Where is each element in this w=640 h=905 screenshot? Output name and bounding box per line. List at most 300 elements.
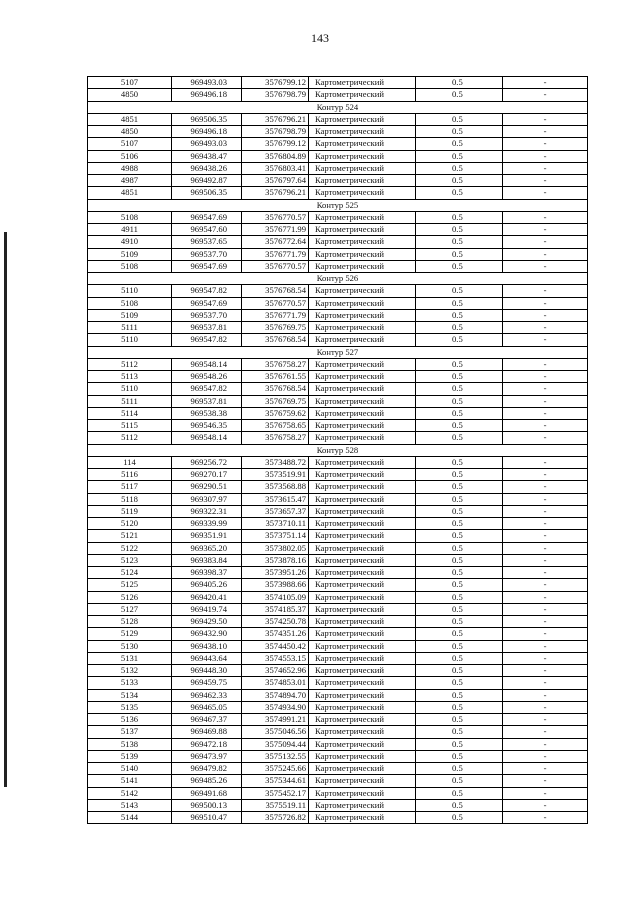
x-coordinate-cell: 969438.47: [172, 150, 242, 162]
y-coordinate-cell: 3574853.01: [242, 677, 309, 689]
accuracy-cell: 0.5: [416, 211, 503, 223]
table-row: [88, 456, 588, 468]
accuracy-cell: 0.5: [416, 138, 503, 150]
y-coordinate-cell: 3576768.54: [242, 383, 309, 395]
table-row: [88, 297, 588, 309]
description-cell: -: [503, 383, 588, 395]
x-coordinate-cell: 969448.30: [172, 665, 242, 677]
table-row: [88, 432, 588, 444]
accuracy-cell: 0.5: [416, 162, 503, 174]
method-cell: Картометрический: [309, 738, 416, 750]
accuracy-cell: 0.5: [416, 640, 503, 652]
accuracy-cell: 0.5: [416, 750, 503, 762]
method-cell: Картометрический: [309, 248, 416, 260]
point-number-cell: 5118: [88, 493, 172, 505]
y-coordinate-cell: 3573657.37: [242, 505, 309, 517]
accuracy-cell: 0.5: [416, 224, 503, 236]
x-coordinate-cell: 969290.51: [172, 481, 242, 493]
table-row: [88, 162, 588, 174]
x-coordinate-cell: 969537.70: [172, 309, 242, 321]
method-cell: Картометрический: [309, 138, 416, 150]
accuracy-cell: 0.5: [416, 126, 503, 138]
contour-label: Контур 527: [88, 346, 588, 358]
accuracy-cell: 0.5: [416, 567, 503, 579]
point-number-cell: 4988: [88, 162, 172, 174]
description-cell: -: [503, 371, 588, 383]
x-coordinate-cell: 969270.17: [172, 469, 242, 481]
y-coordinate-cell: 3576770.57: [242, 260, 309, 272]
table-row: [88, 481, 588, 493]
table-row: [88, 505, 588, 517]
table-row: [88, 603, 588, 615]
point-number-cell: 114: [88, 456, 172, 468]
method-cell: Картометрический: [309, 456, 416, 468]
y-coordinate-cell: 3574351.26: [242, 628, 309, 640]
x-coordinate-cell: 969493.03: [172, 77, 242, 89]
description-cell: -: [503, 603, 588, 615]
table-row: [88, 493, 588, 505]
method-cell: Картометрический: [309, 701, 416, 713]
y-coordinate-cell: 3576769.75: [242, 322, 309, 334]
method-cell: Картометрический: [309, 518, 416, 530]
description-cell: -: [503, 407, 588, 419]
accuracy-cell: 0.5: [416, 726, 503, 738]
point-number-cell: 5136: [88, 714, 172, 726]
accuracy-cell: 0.5: [416, 407, 503, 419]
accuracy-cell: 0.5: [416, 236, 503, 248]
x-coordinate-cell: 969547.82: [172, 383, 242, 395]
description-cell: -: [503, 567, 588, 579]
method-cell: Картометрический: [309, 812, 416, 824]
x-coordinate-cell: 969365.20: [172, 542, 242, 554]
description-cell: -: [503, 505, 588, 517]
description-cell: -: [503, 775, 588, 787]
description-cell: -: [503, 211, 588, 223]
accuracy-cell: 0.5: [416, 395, 503, 407]
description-cell: -: [503, 616, 588, 628]
x-coordinate-cell: 969493.03: [172, 138, 242, 150]
point-number-cell: 5110: [88, 285, 172, 297]
accuracy-cell: 0.5: [416, 309, 503, 321]
point-number-cell: 5134: [88, 689, 172, 701]
accuracy-cell: 0.5: [416, 481, 503, 493]
table-row: [88, 640, 588, 652]
accuracy-cell: 0.5: [416, 579, 503, 591]
table-row: [88, 175, 588, 187]
table-row: [88, 309, 588, 321]
table-row: [88, 665, 588, 677]
point-number-cell: 5111: [88, 322, 172, 334]
point-number-cell: 5129: [88, 628, 172, 640]
description-cell: -: [503, 162, 588, 174]
table-row: [88, 579, 588, 591]
y-coordinate-cell: 3574185.37: [242, 603, 309, 615]
accuracy-cell: 0.5: [416, 89, 503, 101]
table-row: [88, 628, 588, 640]
x-coordinate-cell: 969491.68: [172, 787, 242, 799]
x-coordinate-cell: 969492.87: [172, 175, 242, 187]
point-number-cell: 5112: [88, 432, 172, 444]
y-coordinate-cell: 3576798.79: [242, 126, 309, 138]
y-coordinate-cell: 3576770.57: [242, 297, 309, 309]
accuracy-cell: 0.5: [416, 285, 503, 297]
x-coordinate-cell: 969537.70: [172, 248, 242, 260]
y-coordinate-cell: 3576761.55: [242, 371, 309, 383]
description-cell: -: [503, 285, 588, 297]
accuracy-cell: 0.5: [416, 665, 503, 677]
accuracy-cell: 0.5: [416, 616, 503, 628]
y-coordinate-cell: 3575046.56: [242, 726, 309, 738]
x-coordinate-cell: 969472.18: [172, 738, 242, 750]
x-coordinate-cell: 969496.18: [172, 89, 242, 101]
description-cell: -: [503, 738, 588, 750]
x-coordinate-cell: 969473.97: [172, 750, 242, 762]
method-cell: Картометрический: [309, 787, 416, 799]
accuracy-cell: 0.5: [416, 248, 503, 260]
method-cell: Картометрический: [309, 224, 416, 236]
point-number-cell: 5115: [88, 420, 172, 432]
point-number-cell: 5109: [88, 248, 172, 260]
y-coordinate-cell: 3575452.17: [242, 787, 309, 799]
table-row: [88, 322, 588, 334]
y-coordinate-cell: 3573488.72: [242, 456, 309, 468]
y-coordinate-cell: 3574105.09: [242, 591, 309, 603]
x-coordinate-cell: 969538.38: [172, 407, 242, 419]
accuracy-cell: 0.5: [416, 113, 503, 125]
point-number-cell: 5127: [88, 603, 172, 615]
description-cell: -: [503, 579, 588, 591]
method-cell: Картометрический: [309, 89, 416, 101]
method-cell: Картометрический: [309, 554, 416, 566]
table-row: [88, 763, 588, 775]
point-number-cell: 5107: [88, 77, 172, 89]
point-number-cell: 5111: [88, 395, 172, 407]
x-coordinate-cell: 969548.14: [172, 432, 242, 444]
table-row: [88, 187, 588, 199]
table-row: [88, 787, 588, 799]
description-cell: -: [503, 297, 588, 309]
point-number-cell: 5110: [88, 334, 172, 346]
y-coordinate-cell: 3576803.41: [242, 162, 309, 174]
y-coordinate-cell: 3573615.47: [242, 493, 309, 505]
y-coordinate-cell: 3575726.82: [242, 812, 309, 824]
description-cell: -: [503, 260, 588, 272]
x-coordinate-cell: 969548.14: [172, 358, 242, 370]
method-cell: Картометрический: [309, 334, 416, 346]
description-cell: -: [503, 701, 588, 713]
x-coordinate-cell: 969547.69: [172, 260, 242, 272]
method-cell: Картометрический: [309, 579, 416, 591]
description-cell: -: [503, 224, 588, 236]
contour-header-row: [88, 199, 588, 211]
table-row: [88, 567, 588, 579]
accuracy-cell: 0.5: [416, 187, 503, 199]
point-number-cell: 5135: [88, 701, 172, 713]
contour-header-row: [88, 346, 588, 358]
accuracy-cell: 0.5: [416, 493, 503, 505]
table-row: [88, 334, 588, 346]
accuracy-cell: 0.5: [416, 603, 503, 615]
description-cell: -: [503, 187, 588, 199]
point-number-cell: 5142: [88, 787, 172, 799]
accuracy-cell: 0.5: [416, 689, 503, 701]
method-cell: Картометрический: [309, 603, 416, 615]
description-cell: -: [503, 787, 588, 799]
table-row: [88, 383, 588, 395]
method-cell: Картометрический: [309, 640, 416, 652]
table-row: [88, 689, 588, 701]
table-row: [88, 591, 588, 603]
point-number-cell: 4850: [88, 126, 172, 138]
point-number-cell: 5138: [88, 738, 172, 750]
point-number-cell: 5126: [88, 591, 172, 603]
point-number-cell: 5143: [88, 799, 172, 811]
accuracy-cell: 0.5: [416, 371, 503, 383]
table-row: [88, 554, 588, 566]
y-coordinate-cell: 3573751.14: [242, 530, 309, 542]
x-coordinate-cell: 969438.26: [172, 162, 242, 174]
x-coordinate-cell: 969307.97: [172, 493, 242, 505]
description-cell: -: [503, 77, 588, 89]
method-cell: Картометрический: [309, 309, 416, 321]
description-cell: -: [503, 138, 588, 150]
accuracy-cell: 0.5: [416, 322, 503, 334]
table-row: [88, 248, 588, 260]
x-coordinate-cell: 969496.18: [172, 126, 242, 138]
x-coordinate-cell: 969443.64: [172, 652, 242, 664]
method-cell: Картометрический: [309, 77, 416, 89]
method-cell: Картометрический: [309, 493, 416, 505]
accuracy-cell: 0.5: [416, 738, 503, 750]
table-row: [88, 530, 588, 542]
x-coordinate-cell: 969256.72: [172, 456, 242, 468]
method-cell: Картометрический: [309, 432, 416, 444]
point-number-cell: 5121: [88, 530, 172, 542]
method-cell: Картометрический: [309, 665, 416, 677]
table-row: [88, 775, 588, 787]
accuracy-cell: 0.5: [416, 297, 503, 309]
contour-header-row: [88, 444, 588, 456]
x-coordinate-cell: 969479.82: [172, 763, 242, 775]
method-cell: Картометрический: [309, 616, 416, 628]
x-coordinate-cell: 969547.69: [172, 297, 242, 309]
point-number-cell: 5108: [88, 297, 172, 309]
x-coordinate-cell: 969398.37: [172, 567, 242, 579]
description-cell: -: [503, 652, 588, 664]
point-number-cell: 4910: [88, 236, 172, 248]
description-cell: -: [503, 799, 588, 811]
accuracy-cell: 0.5: [416, 334, 503, 346]
table-row: [88, 652, 588, 664]
table-row: [88, 407, 588, 419]
point-number-cell: 5106: [88, 150, 172, 162]
method-cell: Картометрический: [309, 211, 416, 223]
contour-header-row: [88, 101, 588, 113]
scan-edge-bar: [4, 232, 7, 787]
x-coordinate-cell: 969405.26: [172, 579, 242, 591]
method-cell: Картометрический: [309, 371, 416, 383]
x-coordinate-cell: 969432.90: [172, 628, 242, 640]
description-cell: -: [503, 358, 588, 370]
accuracy-cell: 0.5: [416, 260, 503, 272]
point-number-cell: 5120: [88, 518, 172, 530]
x-coordinate-cell: 969438.10: [172, 640, 242, 652]
method-cell: Картометрический: [309, 322, 416, 334]
y-coordinate-cell: 3574250.78: [242, 616, 309, 628]
accuracy-cell: 0.5: [416, 150, 503, 162]
y-coordinate-cell: 3575094.44: [242, 738, 309, 750]
table-row: [88, 616, 588, 628]
x-coordinate-cell: 969322.31: [172, 505, 242, 517]
accuracy-cell: 0.5: [416, 628, 503, 640]
table-row: [88, 285, 588, 297]
method-cell: Картометрический: [309, 567, 416, 579]
point-number-cell: 5112: [88, 358, 172, 370]
point-number-cell: 5107: [88, 138, 172, 150]
y-coordinate-cell: 3576796.21: [242, 113, 309, 125]
x-coordinate-cell: 969465.05: [172, 701, 242, 713]
method-cell: Картометрический: [309, 542, 416, 554]
point-number-cell: 5144: [88, 812, 172, 824]
description-cell: -: [503, 665, 588, 677]
method-cell: Картометрический: [309, 763, 416, 775]
method-cell: Картометрический: [309, 395, 416, 407]
y-coordinate-cell: 3576758.65: [242, 420, 309, 432]
y-coordinate-cell: 3576796.21: [242, 187, 309, 199]
y-coordinate-cell: 3576772.64: [242, 236, 309, 248]
x-coordinate-cell: 969547.60: [172, 224, 242, 236]
x-coordinate-cell: 969419.74: [172, 603, 242, 615]
contour-label: Контур 526: [88, 273, 588, 285]
description-cell: -: [503, 309, 588, 321]
description-cell: -: [503, 89, 588, 101]
table-row: [88, 395, 588, 407]
y-coordinate-cell: 3576768.54: [242, 334, 309, 346]
y-coordinate-cell: 3576771.79: [242, 309, 309, 321]
coordinates-table: [87, 76, 587, 824]
y-coordinate-cell: 3574652.96: [242, 665, 309, 677]
contour-label: Контур 524: [88, 101, 588, 113]
method-cell: Картометрический: [309, 677, 416, 689]
method-cell: Картометрический: [309, 481, 416, 493]
table-row: [88, 750, 588, 762]
x-coordinate-cell: 969351.91: [172, 530, 242, 542]
contour-header-row: [88, 273, 588, 285]
x-coordinate-cell: 969547.69: [172, 211, 242, 223]
y-coordinate-cell: 3576799.12: [242, 138, 309, 150]
y-coordinate-cell: 3573710.11: [242, 518, 309, 530]
description-cell: -: [503, 456, 588, 468]
accuracy-cell: 0.5: [416, 77, 503, 89]
table-row: [88, 701, 588, 713]
y-coordinate-cell: 3573951.26: [242, 567, 309, 579]
method-cell: Картометрический: [309, 297, 416, 309]
point-number-cell: 5110: [88, 383, 172, 395]
description-cell: -: [503, 530, 588, 542]
table-row: [88, 211, 588, 223]
description-cell: -: [503, 812, 588, 824]
accuracy-cell: 0.5: [416, 542, 503, 554]
method-cell: Картометрический: [309, 750, 416, 762]
table-row: [88, 420, 588, 432]
method-cell: Картометрический: [309, 714, 416, 726]
point-number-cell: 5117: [88, 481, 172, 493]
table-row: [88, 371, 588, 383]
point-number-cell: 4911: [88, 224, 172, 236]
y-coordinate-cell: 3574894.70: [242, 689, 309, 701]
method-cell: Картометрический: [309, 407, 416, 419]
method-cell: Картометрический: [309, 591, 416, 603]
table-row: [88, 738, 588, 750]
method-cell: Картометрический: [309, 420, 416, 432]
x-coordinate-cell: 969510.47: [172, 812, 242, 824]
accuracy-cell: 0.5: [416, 701, 503, 713]
method-cell: Картометрический: [309, 236, 416, 248]
point-number-cell: 5141: [88, 775, 172, 787]
accuracy-cell: 0.5: [416, 554, 503, 566]
y-coordinate-cell: 3576768.54: [242, 285, 309, 297]
point-number-cell: 5133: [88, 677, 172, 689]
description-cell: -: [503, 481, 588, 493]
accuracy-cell: 0.5: [416, 469, 503, 481]
point-number-cell: 5130: [88, 640, 172, 652]
point-number-cell: 5124: [88, 567, 172, 579]
description-cell: -: [503, 248, 588, 260]
method-cell: Картометрический: [309, 628, 416, 640]
description-cell: -: [503, 175, 588, 187]
description-cell: -: [503, 677, 588, 689]
description-cell: -: [503, 628, 588, 640]
table-row: [88, 138, 588, 150]
point-number-cell: 5119: [88, 505, 172, 517]
table-row: [88, 77, 588, 89]
x-coordinate-cell: 969469.88: [172, 726, 242, 738]
method-cell: Картометрический: [309, 469, 416, 481]
x-coordinate-cell: 969548.26: [172, 371, 242, 383]
point-number-cell: 5128: [88, 616, 172, 628]
y-coordinate-cell: 3576771.99: [242, 224, 309, 236]
x-coordinate-cell: 969383.84: [172, 554, 242, 566]
accuracy-cell: 0.5: [416, 591, 503, 603]
table-row: [88, 224, 588, 236]
point-number-cell: 5140: [88, 763, 172, 775]
description-cell: -: [503, 493, 588, 505]
y-coordinate-cell: 3575245.66: [242, 763, 309, 775]
accuracy-cell: 0.5: [416, 775, 503, 787]
method-cell: Картометрический: [309, 175, 416, 187]
x-coordinate-cell: 969339.99: [172, 518, 242, 530]
x-coordinate-cell: 969506.35: [172, 113, 242, 125]
accuracy-cell: 0.5: [416, 714, 503, 726]
y-coordinate-cell: 3576759.62: [242, 407, 309, 419]
method-cell: Картометрический: [309, 162, 416, 174]
method-cell: Картометрический: [309, 530, 416, 542]
accuracy-cell: 0.5: [416, 175, 503, 187]
table-row: [88, 714, 588, 726]
method-cell: Картометрический: [309, 689, 416, 701]
method-cell: Картометрический: [309, 150, 416, 162]
method-cell: Картометрический: [309, 358, 416, 370]
table-row: [88, 518, 588, 530]
y-coordinate-cell: 3573988.66: [242, 579, 309, 591]
point-number-cell: 4851: [88, 187, 172, 199]
description-cell: -: [503, 113, 588, 125]
description-cell: -: [503, 395, 588, 407]
accuracy-cell: 0.5: [416, 383, 503, 395]
method-cell: Картометрический: [309, 187, 416, 199]
point-number-cell: 5131: [88, 652, 172, 664]
description-cell: -: [503, 750, 588, 762]
